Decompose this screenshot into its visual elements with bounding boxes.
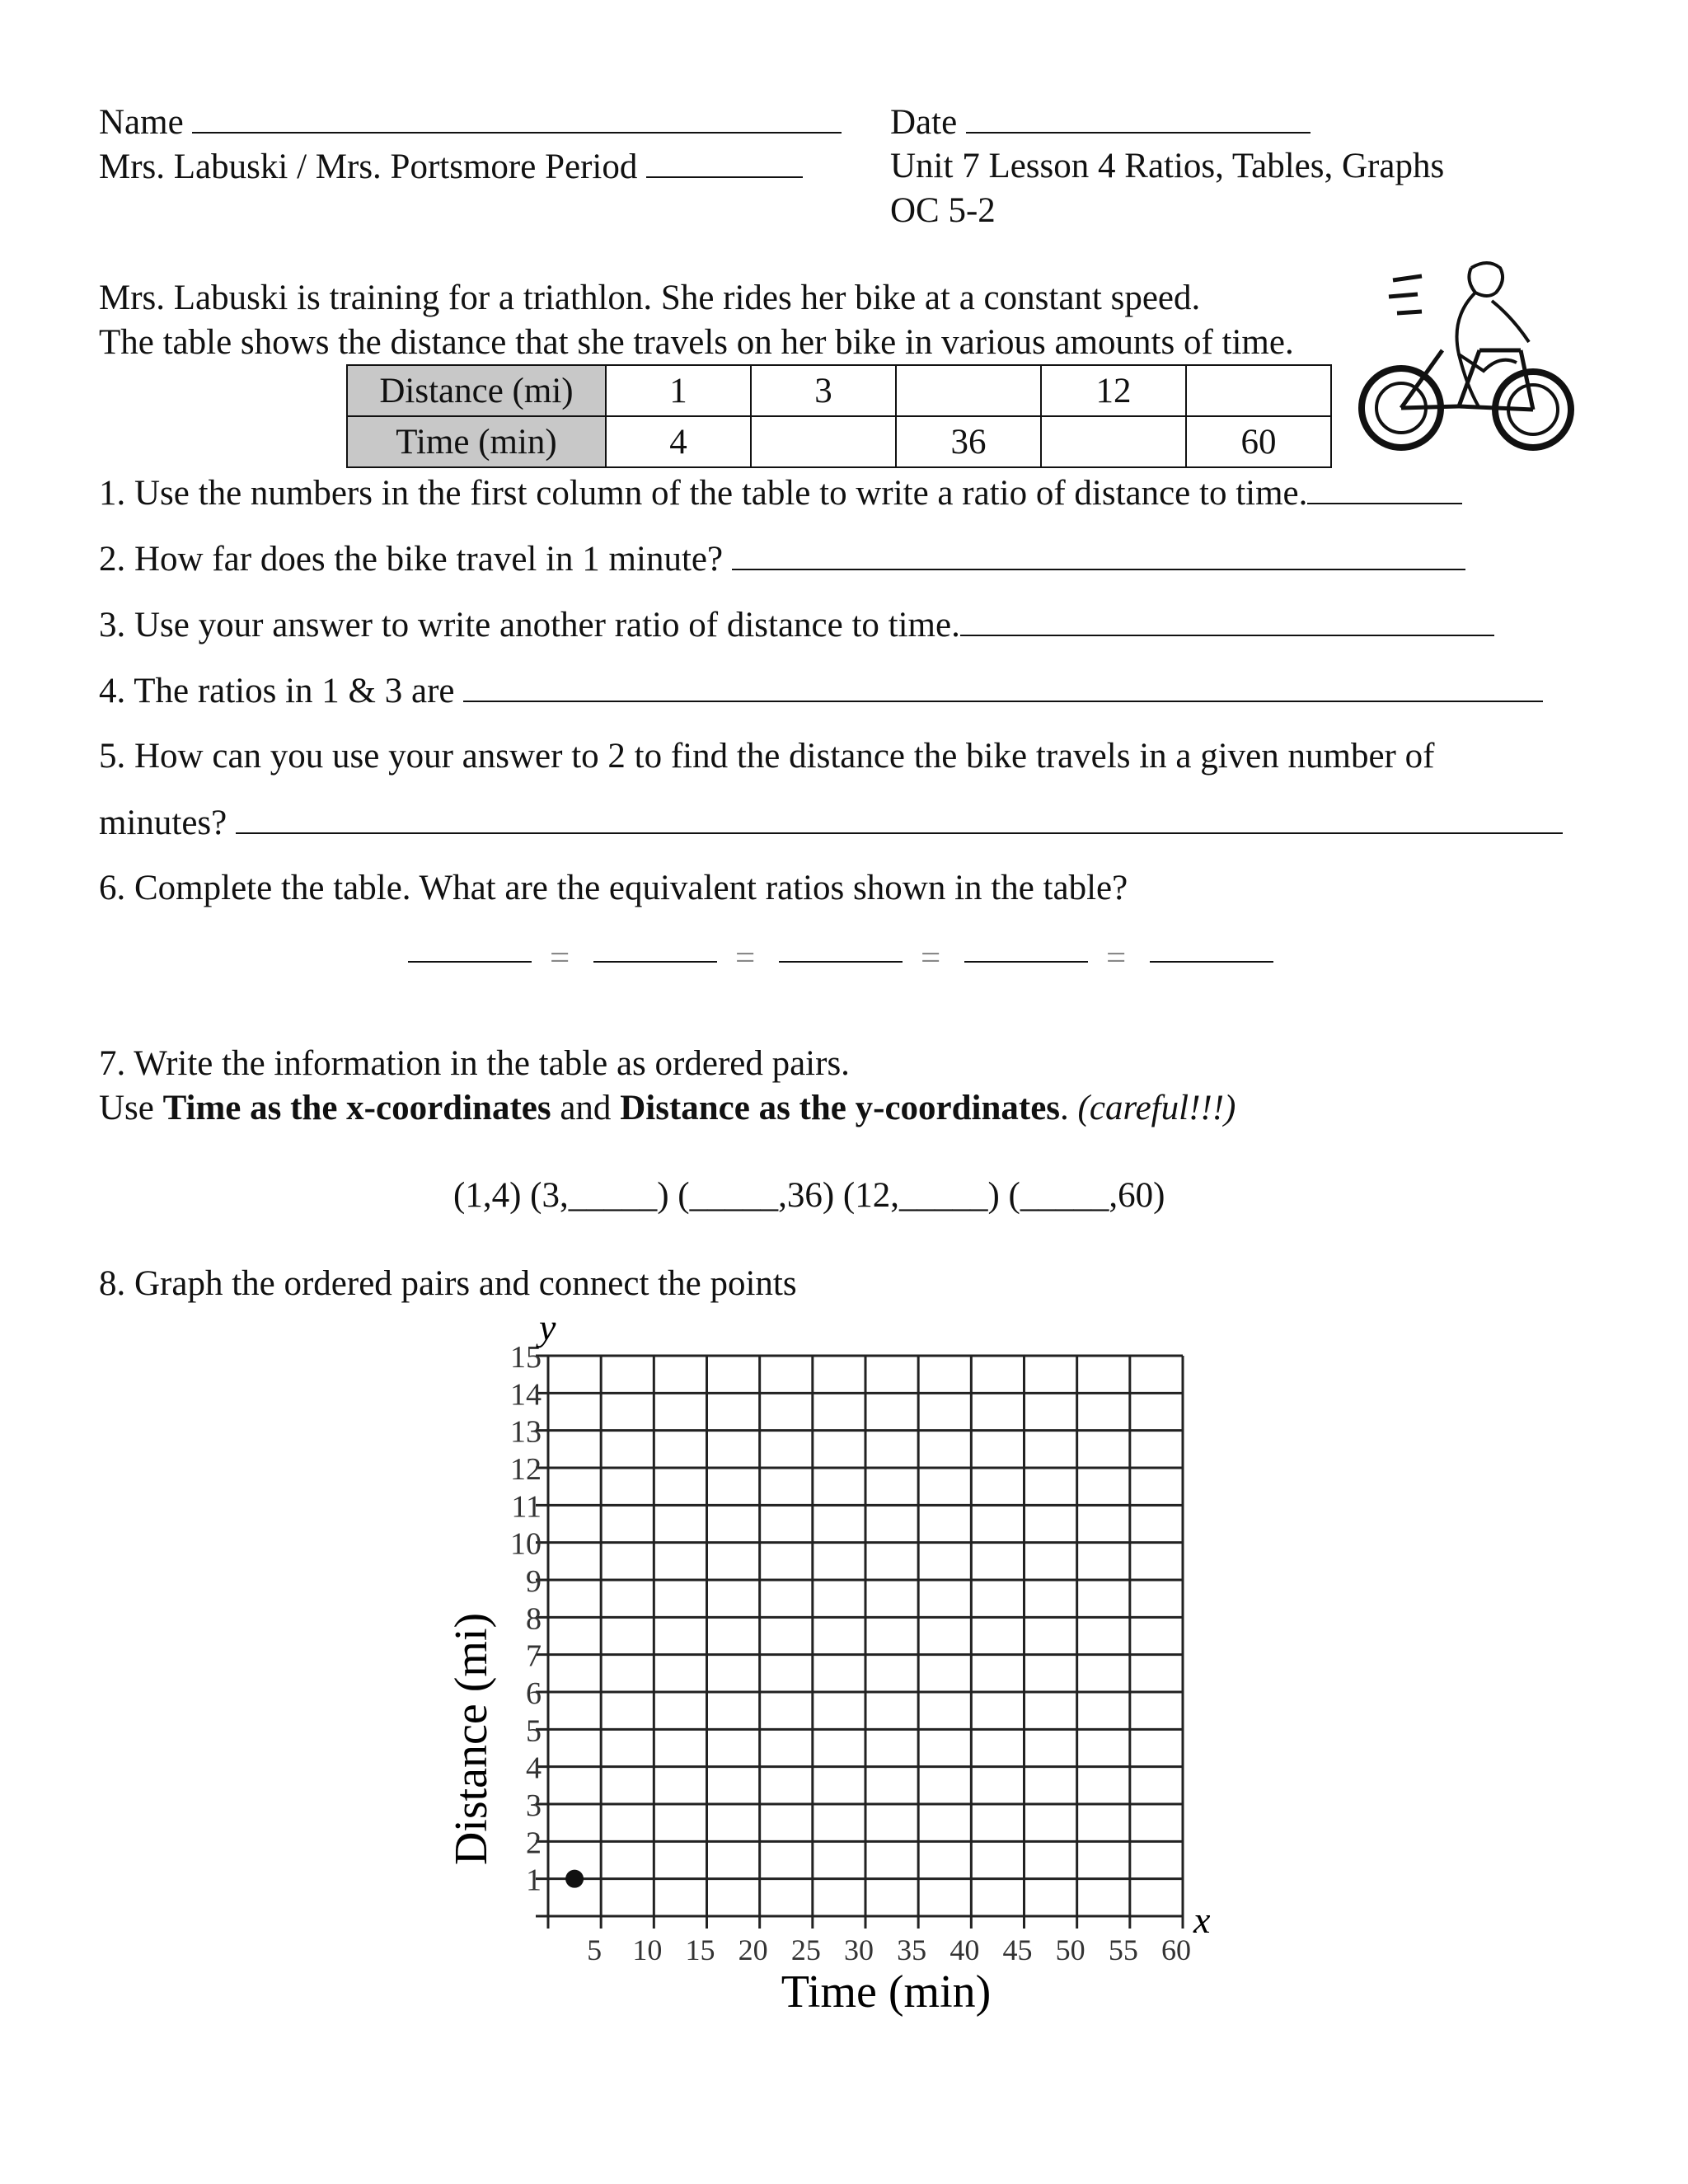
data-points: [565, 1870, 584, 1888]
name-field[interactable]: [192, 101, 842, 134]
x-tick-labels: [587, 1933, 1191, 1966]
q7-bold-time: Time as the x-coordinates: [162, 1089, 551, 1127]
x-tick-label: 35: [897, 1933, 927, 1966]
equals-sign: =: [921, 939, 941, 977]
question-7-line-1: 7. Write the information in the table as ordered pairs.: [99, 1044, 850, 1083]
x-axis-letter: x: [1193, 1899, 1211, 1941]
table-cell[interactable]: [751, 416, 896, 467]
question-3: [99, 603, 1494, 647]
oc-line: OC 5-2: [890, 191, 996, 230]
y-tick-label: 9: [526, 1564, 542, 1599]
time-header: Time (min): [347, 416, 606, 467]
y-tick-label: 8: [526, 1601, 542, 1637]
question-7-line-2: [99, 1087, 1236, 1130]
x-tick-label: 40: [950, 1933, 980, 1966]
teacher-row: [99, 145, 803, 189]
y-tick-label: 5: [526, 1713, 542, 1749]
date-field[interactable]: [966, 101, 1311, 134]
distance-time-table: [346, 364, 1332, 468]
unit-line: Unit 7 Lesson 4 Ratios, Tables, Graphs: [890, 147, 1445, 185]
x-tick-label: 10: [632, 1933, 663, 1966]
question-4-text: 4. The ratios in 1 & 3 are: [99, 672, 455, 710]
question-5-line-2: [99, 801, 1563, 845]
answer-2-field[interactable]: [732, 537, 1465, 570]
question-8: 8. Graph the ordered pairs and connect the points: [99, 1264, 797, 1303]
table-cell[interactable]: 12: [1041, 365, 1186, 416]
x-tick-label: 30: [844, 1933, 874, 1966]
teacher-line: Mrs. Labuski / Mrs. Portsmore Period: [99, 148, 638, 186]
question-5-text: minutes?: [99, 804, 227, 842]
y-tick-label: 11: [511, 1489, 542, 1525]
x-tick-label: 50: [1055, 1933, 1085, 1966]
x-tick-label: 25: [790, 1933, 821, 1966]
question-5-line-1: 5. How can you use your answer to 2 to find the distance the bike travels in a given number of: [99, 737, 1435, 776]
y-tick-label: 3: [526, 1788, 542, 1823]
cyclist-illustration: [1352, 251, 1574, 457]
ratio-blank[interactable]: [1150, 961, 1273, 963]
y-tick-labels: [510, 1340, 542, 1898]
y-tick-label: 10: [510, 1526, 542, 1562]
distance-row: [347, 365, 1331, 416]
y-tick-label: 14: [510, 1377, 542, 1413]
distance-header: Distance (mi): [347, 365, 606, 416]
ratio-blank[interactable]: [779, 961, 903, 963]
y-tick-label: 2: [526, 1825, 542, 1861]
table-cell[interactable]: 4: [606, 416, 751, 467]
answer-3-field[interactable]: [960, 603, 1494, 636]
equals-sign: =: [735, 939, 756, 977]
table-cell[interactable]: 60: [1186, 416, 1331, 467]
intro-line-2: The table shows the distance that she travels on her bike in various amounts of time.: [99, 323, 1294, 362]
question-4: [99, 669, 1543, 713]
y-tick-label: 15: [510, 1340, 542, 1375]
question-2-text: 2. How far does the bike travel in 1 minute?: [99, 540, 724, 579]
coordinate-graph[interactable]: [429, 1310, 1236, 2027]
date-label: Date: [890, 103, 958, 142]
graph-grid: [536, 1356, 1183, 1929]
q7-text-pre: Use: [99, 1089, 163, 1127]
answer-4-field[interactable]: [463, 669, 1543, 702]
question-3-text: 3. Use your answer to write another ratio of distance to time.: [99, 606, 960, 644]
x-tick-label: 15: [685, 1933, 715, 1966]
time-row: [347, 416, 1331, 467]
ratio-blank[interactable]: [593, 961, 717, 963]
q7-bold-distance: Distance as the y-coordinates: [620, 1089, 1061, 1127]
data-point: [565, 1870, 584, 1888]
y-tick-label: 4: [526, 1750, 542, 1786]
answer-1-field[interactable]: [1307, 471, 1462, 504]
answer-5-field[interactable]: [236, 801, 1563, 834]
period-field[interactable]: [646, 145, 803, 178]
equivalent-ratios-row: [408, 931, 1282, 981]
question-1-text: 1. Use the numbers in the first column of the table to write a ratio of distance to time.: [99, 474, 1308, 513]
table-cell[interactable]: 1: [606, 365, 751, 416]
ratio-blank[interactable]: [964, 961, 1088, 963]
equals-sign: =: [550, 939, 570, 977]
y-tick-label: 12: [510, 1452, 542, 1487]
ordered-pairs: (1,4) (3,_____) (_____,36) (12,_____) (_____,60): [453, 1176, 1165, 1215]
table-cell[interactable]: [1186, 365, 1331, 416]
name-row: [99, 101, 842, 144]
date-row: [890, 101, 1311, 144]
y-axis-letter: y: [539, 1310, 556, 1348]
intro-line-1: Mrs. Labuski is training for a triathlon. She rides her bike at a constant speed.: [99, 279, 1201, 317]
question-6: 6. Complete the table. What are the equivalent ratios shown in the table?: [99, 869, 1128, 907]
x-tick-label: 5: [587, 1933, 603, 1966]
y-tick-label: 13: [510, 1414, 542, 1450]
table-cell[interactable]: [896, 365, 1041, 416]
table-cell[interactable]: 3: [751, 365, 896, 416]
ratio-blank[interactable]: [408, 961, 532, 963]
y-axis-label: Distance (mi): [446, 1612, 497, 1866]
x-tick-label: 20: [738, 1933, 768, 1966]
name-label: Name: [99, 103, 184, 142]
x-tick-label: 55: [1108, 1933, 1138, 1966]
x-tick-label: 60: [1161, 1933, 1191, 1966]
q7-text-post: .: [1060, 1089, 1078, 1127]
y-tick-label: 1: [526, 1863, 542, 1898]
q7-text-mid: and: [551, 1089, 621, 1127]
q7-careful-note: (careful!!!): [1077, 1089, 1236, 1127]
table-cell[interactable]: [1041, 416, 1186, 467]
question-1: [99, 471, 1462, 515]
table-cell[interactable]: 36: [896, 416, 1041, 467]
x-tick-label: 45: [1002, 1933, 1033, 1966]
equals-sign: =: [1106, 939, 1127, 977]
x-axis-label: Time (min): [781, 1966, 992, 2018]
question-2: [99, 537, 1465, 581]
y-tick-label: 6: [526, 1676, 542, 1711]
y-tick-label: 7: [526, 1638, 542, 1674]
